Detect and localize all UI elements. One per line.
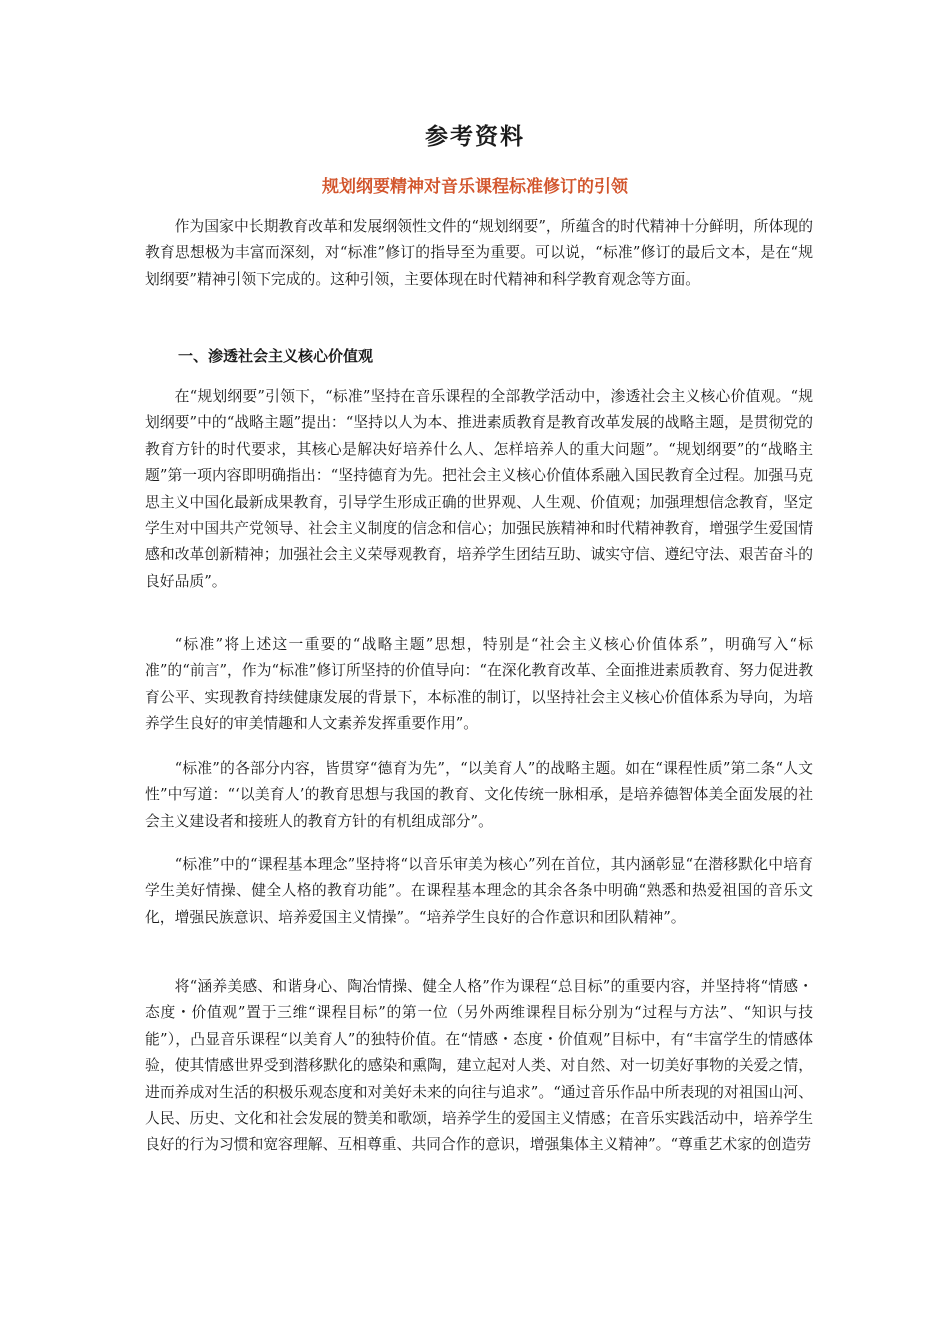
body-paragraph: 将“涵养美感、和谐身心、陶冶情操、健全人格”作为课程“总目标”的重要内容，并坚持将“情感・态度・价值观”置于三维“课程目标”的第一位（另外两维课程目标分别为“过程与方法”、“知识与技能”），凸显音乐课程“以美育人”的独特价值。在“情感・态度・价值观”目标中，有“丰富学生的情感体验，使其情感世界受到潜移默化的感染和熏陶，建立起对人类、对自然、对一切美好事物的关爱之情，进而养成对生活的积极乐观态度和对美好未来的向往与追求”。“通过音乐作品中所表现的对祖国山河、人民、历史、文化和社会发展的赞美和歌颂，培养学生的爱国主义情感；在音乐实践活动中，培养学生良好的行为习惯和宽容理解、互相尊重、共同合作的意识，增强集体主义精神”。“尊重艺术家的创造劳	[145, 978, 813, 1154]
body-paragraph: “标准”将上述这一重要的“战略主题”思想，特别是“社会主义核心价值体系”，明确写入“标准”的“前言”，作为“标准”修订所坚持的价值导向：“在深化教育改革、全面推进素质教育、努力促进教育公平、实现教育持续健康发展的背景下，本标准的制订，以坚持社会主义核心价值体系为导向，为培养学生良好的审美情趣和人文素养发挥重要作用”。	[145, 636, 813, 733]
body-paragraph: 在“规划纲要”引领下，“标准”坚持在音乐课程的全部教学活动中，渗透社会主义核心价值观。“规划纲要”中的“战略主题”提出：“坚持以人为本、推进素质教育是教育改革发展的战略主题，是贯彻党的教育方针的时代要求，其核心是解决好培养什么人、怎样培养人的重大问题”。“规划纲要”的“战略主题”第一项内容即明确指出：“坚持德育为先。把社会主义核心价值体系融入国民教育全过程。加强马克思主义中国化最新成果教育，引导学生形成正确的世界观、人生观、价值观；加强理想信念教育，坚定学生对中国共产党领导、社会主义制度的信念和信心；加强民族精神和时代精神教育，增强学生爱国情感和改革创新精神；加强社会主义荣辱观教育，培养学生团结互助、诚实守信、遵纪守法、艰苦奋斗的良好品质”。	[145, 388, 813, 590]
body-paragraph: “标准”的各部分内容，皆贯穿“德育为先”，“以美育人”的战略主题。如在“课程性质”第二条“人文性”中写道：“‘以美育人’的教育思想与我国的教育、文化传统一脉相承，是培养德智体美全面发展的社会主义建设者和接班人的教育方针的有机组成部分”。	[145, 760, 813, 830]
body-paragraph: “标准”中的“课程基本理念”坚持将“以音乐审美为核心”列在首位，其内涵彰显“在潜移默化中培育学生美好情操、健全人格的教育功能”。在课程基本理念的其余各条中明确“熟悉和热爱祖国的音乐文化，增强民族意识、培养爱国主义情操”。“培养学生良好的合作意识和团队精神”。	[145, 856, 813, 926]
document-subtitle: 规划纲要精神对音乐课程标准修订的引领	[322, 177, 628, 197]
intro-paragraph: 作为国家中长期教育改革和发展纲领性文件的“规划纲要”，所蕴含的时代精神十分鲜明，所体现的教育思想极为丰富而深刻，对“标准”修订的指导至为重要。可以说，“标准”修订的最后文本，是在“规划纲要”精神引领下完成的。这种引领，主要体现在时代精神和科学教育观念等方面。	[145, 218, 813, 288]
page-title: 参考资料	[425, 123, 525, 150]
section-heading: 一、渗透社会主义核心价值观	[178, 347, 374, 365]
